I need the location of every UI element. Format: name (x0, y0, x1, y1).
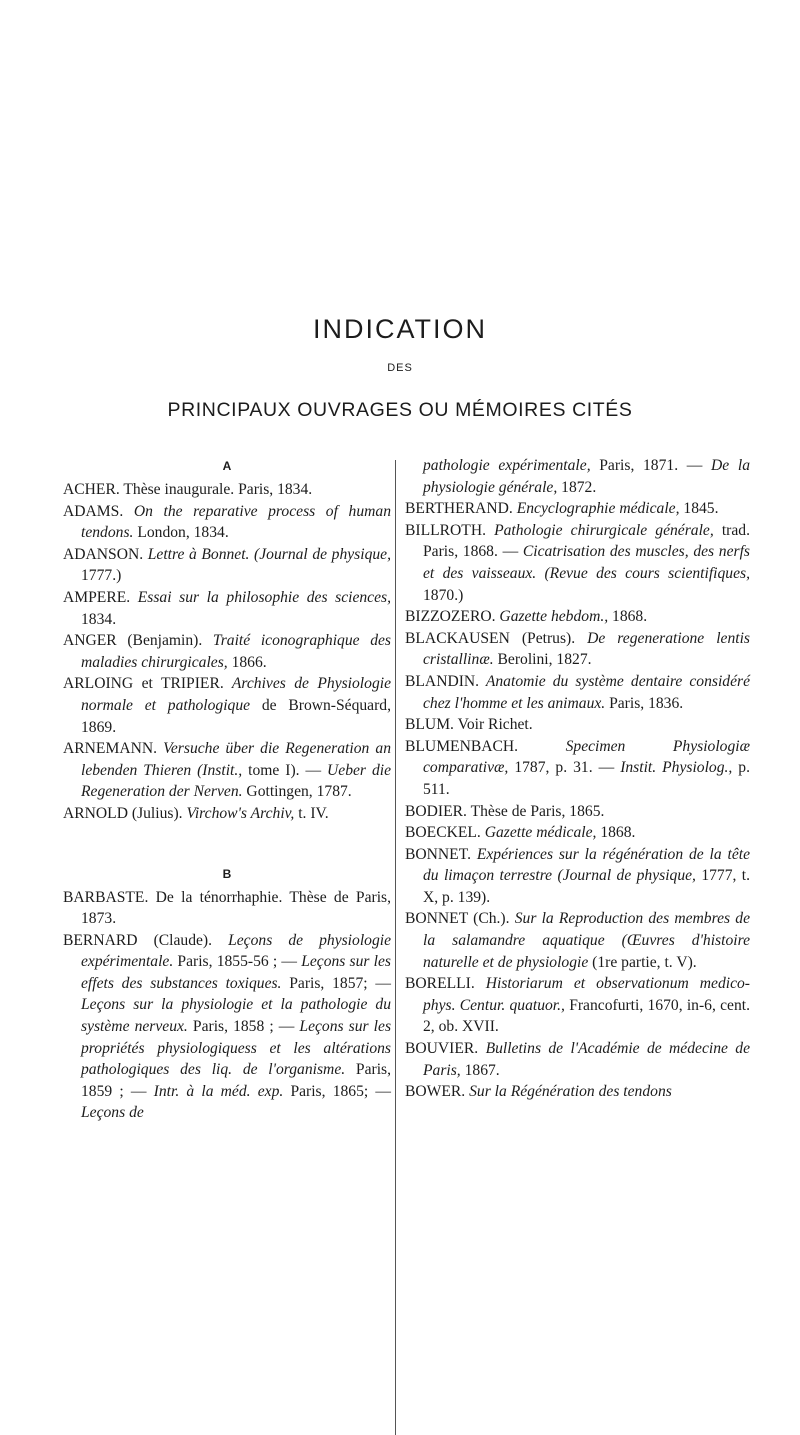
bibliography-entry: BLUM. Voir Richet. (405, 716, 533, 734)
left-column (63, 455, 391, 1124)
bibliography-entry: BIZZOZERO. Gazette hebdom., 1868. (405, 608, 648, 626)
bibliography-entry: ANGER (Benjamin). Traité iconographique des maladies chirurgicales, 1866. (63, 632, 392, 671)
right-column (405, 455, 750, 1103)
bibliography-continuation: pathologie expérimentale, Paris, 1871. — De la physiologie générale, 1872. (423, 457, 750, 496)
bibliography-entry: BONNET (Ch.). Sur la Reproduction des membres de la salamandre aquatique (Œuvres d'histoire naturelle et de physiologie (1re partie, t. V). (405, 910, 750, 971)
bibliography-entry: BORELLI. Historiarum et observationum medico-phys. Centur. quatuor., Francofurti, 1670, in-6, cent. 2, ob. XVII. (405, 975, 750, 1036)
bibliography-entry: AMPERE. Essai sur la philosophie des sciences, 1834. (63, 588, 391, 628)
bibliography-entry: ARLOING et TRIPIER. Archives de Physiologie normale et pathologique de Brown-Séquard, 1869. (63, 675, 391, 736)
bibliography-entry: BERTHERAND. Encyclographie médicale, 1845. (405, 500, 719, 518)
bibliography-entry: BLUMENBACH. Specimen Physiologiæ comparativæ, 1787, p. 31. — Instit. Physiolog., p. 511. (405, 737, 751, 798)
section-letter-b: B (222, 866, 232, 881)
bibliography-entry: BOWER. Sur la Régénération des tendons (405, 1083, 672, 1101)
bibliography-entry: BARBASTE. De la ténorrhaphie. Thèse de Paris, 1873. (63, 888, 391, 928)
bibliography-entry: BLANDIN. Anatomie du système dentaire considéré chez l'homme et les animaux. Paris, 1836. (405, 672, 750, 712)
bibliography-entry: BODIER. Thèse de Paris, 1865. (405, 802, 605, 820)
bibliography-entry: ADAMS. On the reparative process of human tendons. London, 1834. (63, 502, 391, 542)
page-subtitle: PRINCIPAUX OUVRAGES OU MÉMOIRES CITÉS (167, 399, 633, 421)
bibliography-entry: BLACKAUSEN (Petrus). De regeneratione lentis cristallinæ. Berolini, 1827. (405, 629, 750, 669)
bibliography-entry: BILLROTH. Pathologie chirurgicale générale, trad. Paris, 1868. — Cicatrisation des muscles, des nerfs et des vaisseaux. (Revue des cours scientifiques, 1870.) (405, 521, 750, 604)
page-title: INDICATION (313, 314, 487, 344)
bibliography-entry: ADANSON. Lettre à Bonnet. (Journal de physique, 1777.) (63, 545, 391, 585)
bibliography-entry: ACHER. Thèse inaugurale. Paris, 1834. (63, 481, 313, 498)
bibliography-entry: ARNOLD (Julius). Virchow's Archiv, t. IV. (63, 804, 329, 822)
bibliography-entry: BOUVIER. Bulletins de l'Académie de médecine de Paris, 1867. (405, 1040, 750, 1079)
title-connector: DES (387, 362, 413, 374)
bibliography-entry: BOECKEL. Gazette médicale, 1868. (405, 824, 636, 842)
bibliography-entry: BERNARD (Claude). Leçons de physiologie expérimentale. Paris, 1855-56 ; — Leçons sur les effets des substances toxiques. Paris, 1857; — Leçons sur la physiologie et la pathologie du système nerveux. Paris, 1858 ; — Leçons sur les propriétés physiologiquess et les altérations pathologiques des liq. de l'organisme. Paris, 1859 ; — Intr. à la méd. exp. Paris, 1865; — Leçons de (63, 931, 392, 1122)
section-letter-a: A (222, 459, 232, 473)
bibliography-entry: ARNEMANN. Versuche über die Regeneration an lebenden Thieren (Instit., tome I). — Ueber die Regeneration der Nerven. Gottingen, 1787. (63, 740, 392, 801)
column-divider (395, 460, 396, 1435)
bibliography-entry: BONNET. Expériences sur la régénération de la tête du limaçon terrestre (Journal de physique, 1777, t. X, p. 139). (405, 845, 750, 906)
